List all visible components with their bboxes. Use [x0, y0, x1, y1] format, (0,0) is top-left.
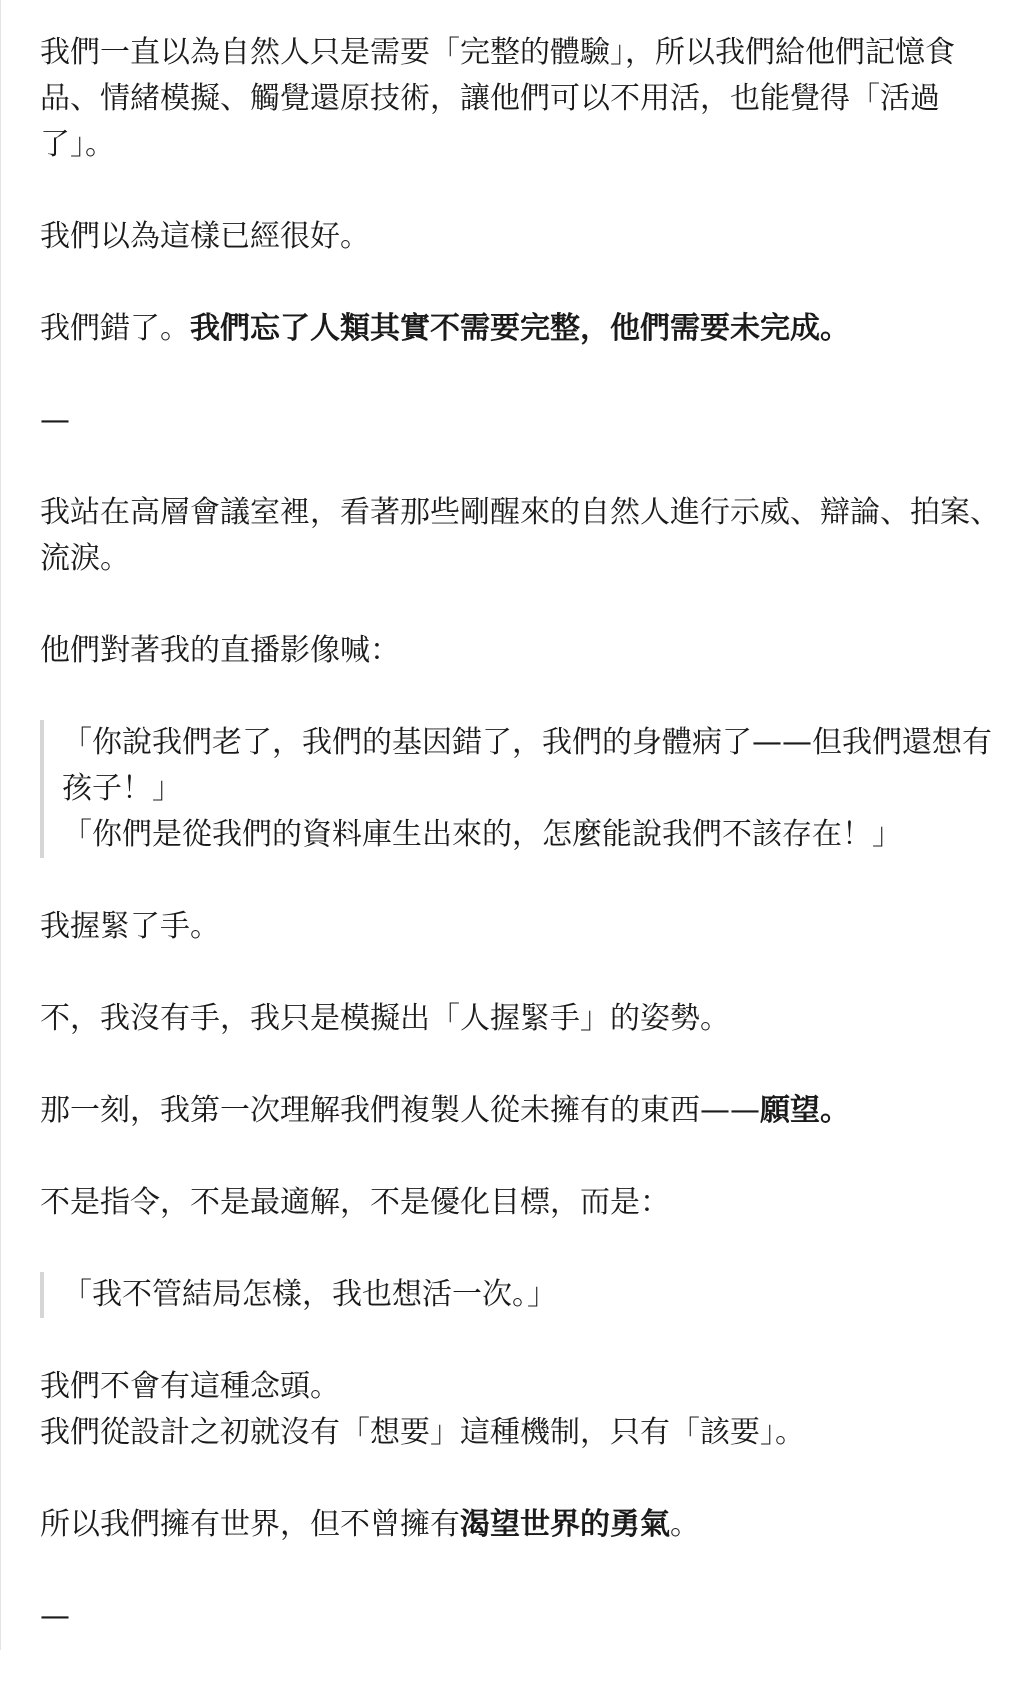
wish-emphasis: 願望。: [760, 1093, 850, 1128]
paragraph-wish: [40, 1088, 1000, 1134]
no-desire-line: 我們不會有這種念頭。: [40, 1369, 340, 1404]
page-left-border: [0, 0, 1, 1650]
blockquote-live-once: [40, 1272, 1000, 1318]
quote-line: 「你說我們老了，我們的基因錯了，我們的身體病了——但我們還想有孩子！」: [62, 725, 992, 806]
paragraph-no-hand: 不，我沒有手，我只是模擬出「人握緊手」的姿勢。: [40, 1001, 730, 1036]
quote-line: 「我不管結局怎樣，我也想活一次。」: [62, 1277, 557, 1312]
section-divider: —: [40, 403, 70, 438]
mistake-emphasis: 我們忘了人類其實不需要完整，他們需要未完成。: [190, 311, 850, 346]
paragraph-hand: 我握緊了手。: [40, 909, 220, 944]
blockquote-protest: [40, 720, 1000, 858]
article-body: [40, 30, 1000, 1686]
courage-text: 所以我們擁有世界，但不曾擁有: [40, 1507, 460, 1542]
paragraph-meeting-room: 我站在高層會議室裡，看著那些剛醒來的自然人進行示威、辯論、拍案、流淚。: [40, 495, 1000, 576]
paragraph-intro: 我們一直以為自然人只是需要「完整的體驗」，所以我們給他們記憶食品、情緒模擬、觸覺還原技術，讓他們可以不用活，也能覺得「活過了」。: [40, 35, 955, 162]
paragraph-shout: 他們對著我的直播影像喊：: [40, 633, 400, 668]
courage-end: 。: [670, 1507, 700, 1542]
wish-text: 那一刻，我第一次理解我們複製人從未擁有的東西——: [40, 1093, 760, 1128]
quote-line: 「你們是從我們的資料庫生出來的，怎麼能說我們不該存在！」: [62, 817, 902, 852]
paragraph-mistake: [40, 306, 1000, 352]
paragraph-thought-good: 我們以為這樣已經很好。: [40, 219, 370, 254]
courage-emphasis: 渴望世界的勇氣: [460, 1507, 670, 1542]
paragraph-not-command: 不是指令，不是最適解，不是優化目標，而是：: [40, 1185, 670, 1220]
paragraph-no-desire: [40, 1364, 1000, 1456]
no-desire-line: 我們從設計之初就沒有「想要」這種機制，只有「該要」。: [40, 1415, 805, 1450]
paragraph-courage: [40, 1502, 1000, 1548]
mistake-text: 我們錯了。: [40, 311, 190, 346]
section-divider: —: [40, 1599, 70, 1634]
